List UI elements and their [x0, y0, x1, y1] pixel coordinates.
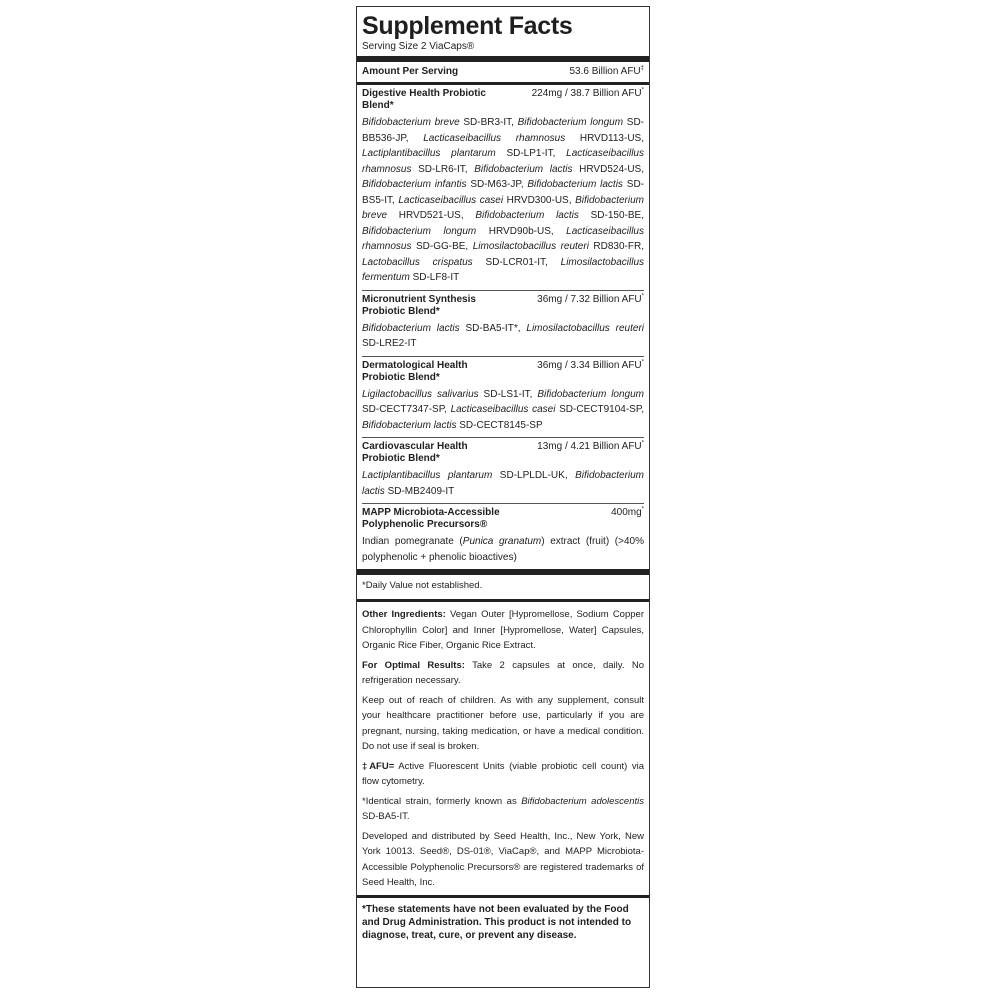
strain-code: HRVD90b-US, — [476, 225, 567, 237]
daily-value-note: *Daily Value not established. — [362, 580, 483, 591]
strain-code: SD-BR3-IT, — [459, 117, 518, 128]
optimal-results: For Optimal Results: Take 2 capsules at once, daily. No refrigeration necessary. — [362, 659, 644, 686]
strain-code: Indian pomegranate ( — [362, 536, 463, 547]
strain-species: Punica granatum — [462, 536, 542, 547]
strain-species: Lacticaseibacillus rhamnosus — [423, 132, 566, 144]
blend-amount: 400mg* — [611, 506, 644, 518]
strain-species: Lacticaseibacillus casei — [398, 194, 504, 206]
strain-code: SD-150-BE, — [578, 210, 644, 221]
blend-row — [362, 438, 644, 503]
blend-list — [362, 85, 644, 569]
strain-code: RD830-FR, — [588, 241, 644, 252]
strain-code: SD-BS5-IT, — [362, 179, 644, 206]
strain-species: Bifidobacterium lactis — [362, 419, 457, 431]
amount-per-serving-value: 53.6 Billion AFU‡ — [569, 65, 644, 77]
strain-code: SD-CECT8145-SP — [456, 419, 543, 431]
strain-species: Limosilactobacillus fermentum — [362, 256, 645, 283]
strain-code: SD-CECT9104-SP, — [555, 404, 644, 415]
strain-species: Lacticaseibacillus casei — [450, 404, 556, 415]
blend-name: Cardiovascular Health Probiotic Blend* — [362, 441, 468, 464]
strain-species: Lactobacillus crispatus — [362, 256, 473, 268]
blend-header — [362, 88, 644, 112]
blend-name: MAPP Microbiota-Accessible Polyphenolic Precursors® — [362, 507, 500, 530]
strain-code: SD-BB536-JP, — [362, 117, 645, 144]
daily-value-mark: * — [641, 440, 644, 447]
afu-note: ‡AFU= Active Fluorescent Units (viable probiotic cell count) via flow cytometry. — [362, 760, 645, 787]
strain-code: SD-LCR01-IT, — [472, 256, 561, 268]
daily-value-mark: * — [641, 87, 644, 94]
distributor-text: Developed and distributed by Seed Health, Inc., New York, New York 10013. Seed®, DS-01®, ViaCap®, and MAPP Microbiota-Accessible Polyphenolic Precursors® are registered trademarks of Seed Health, Inc. — [362, 830, 644, 888]
blend-name: Dermatological Health Probiotic Blend* — [362, 359, 468, 383]
strain-species: Bifidobacterium lactis — [362, 470, 645, 497]
strain-code: HRVD113-US, — [565, 132, 644, 144]
blend-header — [362, 441, 644, 465]
blend-ingredients — [362, 115, 644, 286]
amount-per-serving-label: Amount Per Serving — [362, 66, 459, 77]
strain-species: Bifidobacterium breve — [362, 194, 644, 221]
strain-code: SD-LR6-IT, — [411, 163, 475, 175]
supplement-facts-panel — [356, 6, 650, 988]
amount-per-serving-row — [362, 62, 644, 82]
blend-row — [362, 504, 644, 569]
blend-header — [362, 507, 644, 531]
daily-value-mark: * — [641, 359, 644, 366]
strain-species: Lactiplantibacillus plantarum — [362, 148, 496, 159]
strain-species: Bifidobacterium lactis — [362, 322, 460, 334]
blend-row — [362, 291, 644, 356]
strain-species: Lacticaseibacillus rhamnosus — [362, 225, 644, 252]
strain-code: SD-LP1-IT, — [495, 148, 567, 159]
daily-value-mark: * — [641, 293, 644, 300]
blend-name: Digestive Health Probiotic Blend* — [362, 88, 486, 111]
info-section — [362, 602, 644, 891]
strain-code: SD-M63-JP, — [466, 179, 528, 190]
strain-code: HRVD524-US, — [572, 163, 644, 175]
strain-species: Bifidobacterium longum — [537, 388, 645, 400]
strain-species: Bifidobacterium lactis — [475, 210, 579, 221]
blend-header — [362, 360, 644, 384]
strain-species: Ligilactobacillus salivarius — [362, 388, 479, 400]
other-ingredients: Other Ingredients: Vegan Outer [Hypromellose, Sodium Copper Chlorophyllin Color] and Inner [Hypromellose, Water] Capsules, Organic Rice Fiber, Organic Rice Extract. — [362, 609, 644, 651]
blend-ingredients — [362, 468, 644, 499]
blend-amount: 13mg / 4.21 Billion AFU* — [537, 440, 644, 452]
blend-name: Micronutrient Synthesis Probiotic Blend* — [362, 293, 476, 317]
strain-code: SD-LF8-IT — [409, 272, 460, 283]
strain-species: Limosilactobacillus reuteri — [526, 322, 644, 334]
strain-code: HRVD300-US, — [503, 194, 576, 206]
blend-amount: 36mg / 3.34 Billion AFU* — [537, 359, 644, 371]
blend-amount: 36mg / 7.32 Billion AFU* — [537, 293, 644, 305]
strain-species: Bifidobacterium lactis — [527, 179, 623, 190]
strain-species: Bifidobacterium longum — [517, 117, 624, 128]
identical-strain-note: *Identical strain, formerly known as Bifidobacterium adolescentis SD-BA5-IT. — [362, 795, 644, 822]
strain-code: SD-GG-BE, — [411, 241, 473, 252]
strain-species: Bifidobacterium lactis — [474, 163, 573, 175]
blend-header — [362, 294, 644, 318]
blend-ingredients — [362, 321, 644, 352]
blend-amount: 224mg / 38.7 Billion AFU* — [531, 87, 644, 99]
strain-species: Lacticaseibacillus rhamnosus — [362, 148, 644, 175]
strain-code: ) extract (fruit) (>40% polyphenolic + phenolic bioactives) — [362, 536, 644, 563]
strain-species: Bifidobacterium breve — [362, 117, 460, 128]
strain-species: Bifidobacterium longum — [362, 225, 477, 237]
panel-title: Supplement Facts — [362, 12, 573, 40]
strain-code: HRVD521-US, — [387, 210, 476, 221]
strain-code: SD-BA5-IT*, — [459, 322, 527, 334]
serving-size: Serving Size 2 ViaCaps® — [362, 41, 475, 52]
strain-code: SD-CECT7347-SP, — [362, 404, 451, 415]
blend-row — [362, 85, 644, 290]
blend-ingredients — [362, 387, 644, 434]
strain-code: SD-LS1-IT, — [478, 388, 538, 400]
strain-code: SD-LRE2-IT — [362, 338, 417, 349]
strain-species: Limosilactobacillus reuteri — [472, 241, 589, 252]
strain-code: SD-LPLDL-UK, — [492, 470, 576, 481]
afu-mark: ‡ — [640, 65, 644, 72]
strain-species: Lactiplantibacillus plantarum — [362, 470, 493, 481]
blend-ingredients — [362, 534, 644, 565]
strain-species: Bifidobacterium infantis — [362, 179, 467, 190]
fda-statement: *These statements have not been evaluated by the Food and Drug Administration. This product is not intended to diagnose, treat, cure, or prevent any disease. — [362, 903, 632, 941]
daily-value-mark: * — [641, 506, 644, 513]
strain-code: SD-MB2409-IT — [384, 485, 455, 497]
blend-row — [362, 357, 644, 438]
warning-text: Keep out of reach of children. As with any supplement, consult your healthcare practitioner before use, particularly if you are pregnant, nursing, taking medication, or have a medical condition. Do not use if seal is broken. — [362, 694, 644, 752]
